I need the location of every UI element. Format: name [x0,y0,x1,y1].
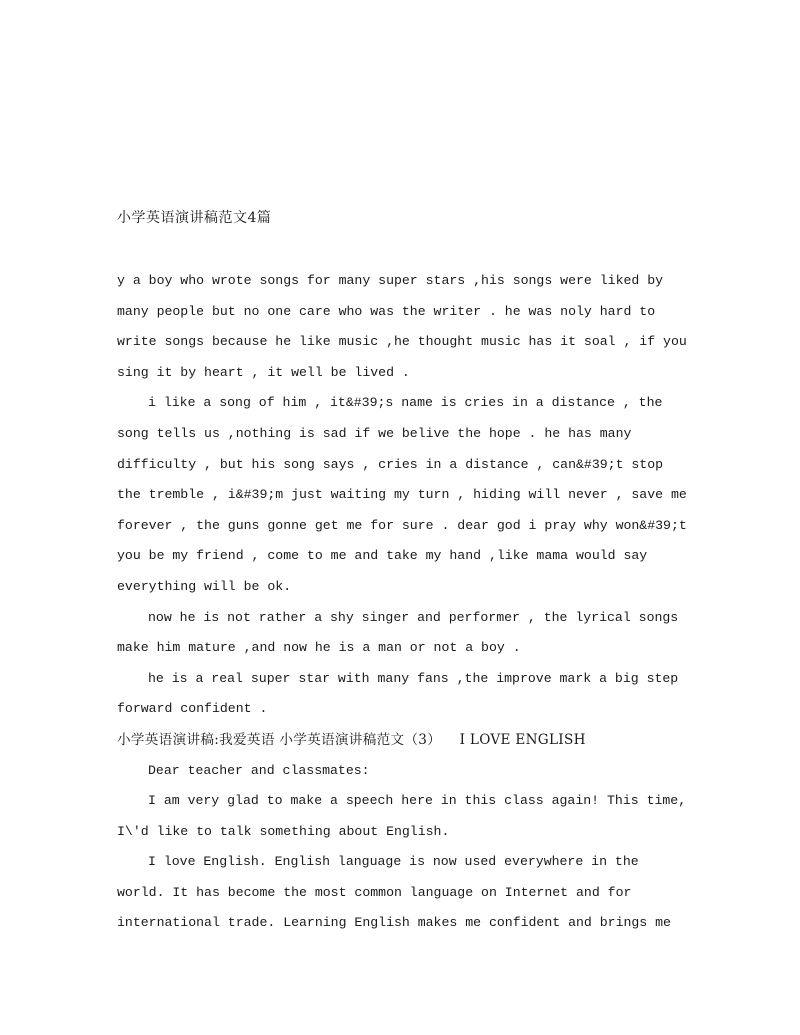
text-line: he is a real super star with many fans ,the improve mark a big step [148,670,679,686]
text-line: song tells us ,nothing is sad if we belive the hope . he has many [117,425,632,441]
text-line: i like a song of him , it&#39;s name is cries in a distance , the [148,395,663,411]
text-line: international trade. Learning English makes me confident and brings me [117,915,671,931]
text-line: many people but no one care who was the writer . he was noly hard to [117,303,656,319]
text-line: you be my friend , come to me and take my hand ,like mama would say [117,548,648,564]
text-line: world. It has become the most common language on Internet and for [117,884,632,900]
text-line: the tremble , i&#39;m just waiting my turn , hiding will never , save me [117,487,687,503]
text-line: sing it by heart , it well be lived . [117,364,410,380]
text-line: y a boy who wrote songs for many super stars ,his songs were liked by [117,273,664,288]
text-line: make him mature ,and now he is a man or not a boy . [117,640,521,656]
text-line: now he is not rather a shy singer and performer , the lyrical songs [148,609,679,625]
text-line: forward confident . [117,701,268,717]
document-body [117,270,697,943]
text-line: Dear teacher and classmates: [148,762,370,778]
text-line: difficulty , but his song says , cries in a distance , can&#39;t stop [117,456,664,472]
section-heading-line: 小学英语演讲稿:我爱英语 小学英语演讲稿范文（3） I LOVE ENGLISH [117,731,586,748]
text-line: forever , the guns gonne get me for sure . dear god i pray why won&#39;t [117,517,687,533]
text-line: I love English. English language is now used everywhere in the [148,854,639,870]
text-line: I am very glad to make a speech here in this class again! This time, [148,793,687,809]
text-line: write songs because he like music ,he thought music has it soal , if you [117,334,687,350]
text-line: everything will be ok. [117,578,292,594]
document-title: 小学英语演讲稿范文4篇 [117,210,272,226]
text-line: I\'d like to talk something about English. [117,823,450,839]
